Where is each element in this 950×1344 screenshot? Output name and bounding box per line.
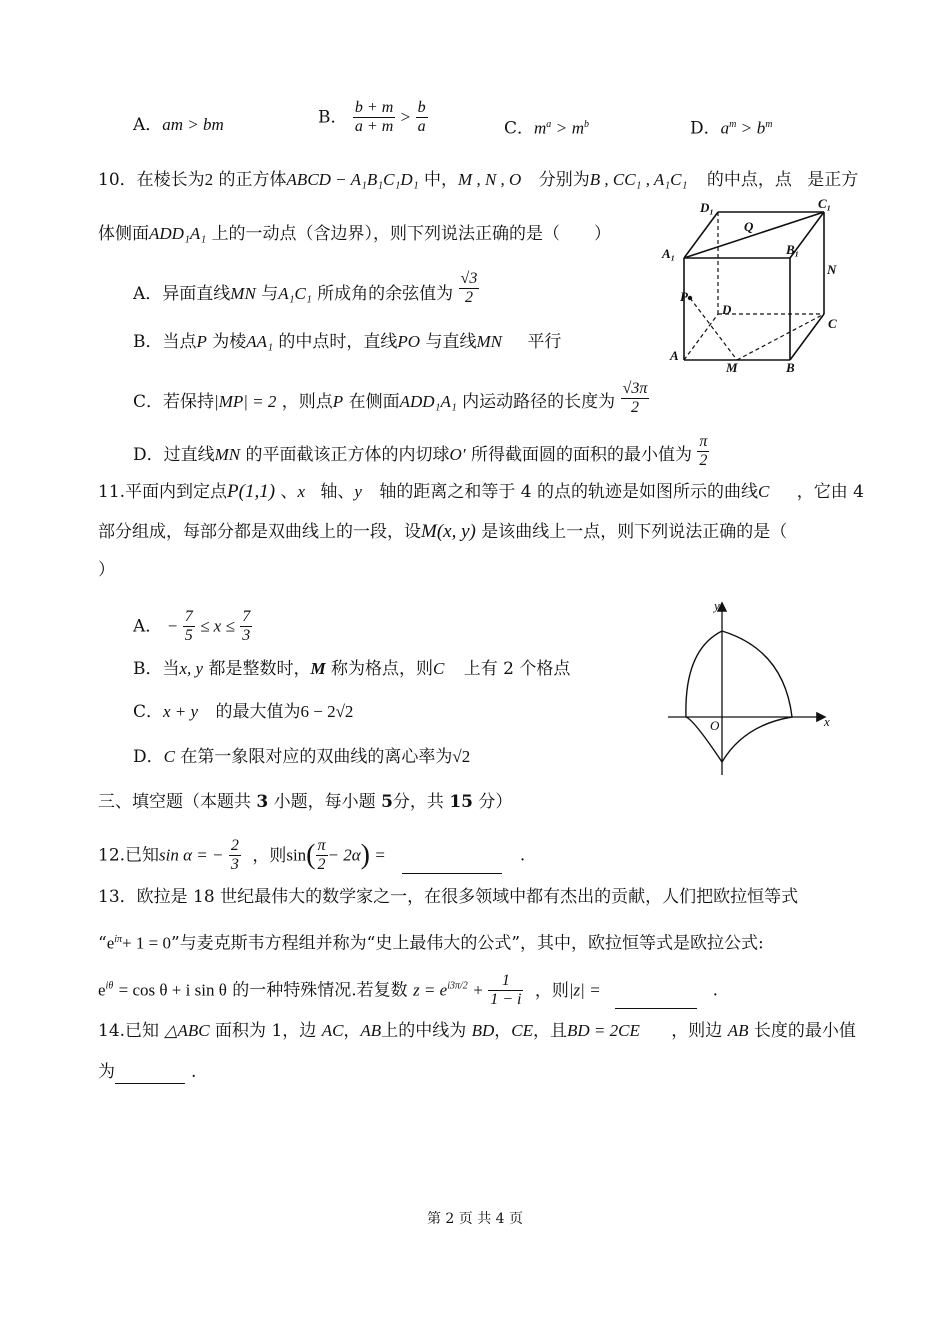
label-b: B — [786, 360, 795, 375]
label-y: y — [714, 600, 720, 613]
q11-option-d: D．C 在第一象限对应的双曲线的离心率为√2 — [133, 747, 471, 767]
q10-option-b: B．当点P 为棱AA₁ 的中点时，直线PO 与直线MN 平行 — [133, 332, 562, 352]
q13-line2: “$e^{i\pi}+ 1 = 0$”与麦克斯韦方程组并称为“史上最伟大的公式”，其中，欧拉恒等式是欧拉公式: — [98, 933, 764, 954]
q10-option-a: A．异面直线MN 与A₁C₁ 所成角的余弦值为 $\frac{√3}{2}$ — [133, 270, 478, 306]
q14-answer-blank[interactable] — [115, 1083, 185, 1084]
point-p — [688, 296, 692, 300]
label-origin: O — [710, 718, 720, 733]
q11-stem-line1: 11.平面内到定点P(1,1) 、x 轴、y 轴的距离之和等于 4 的点的轨迹是如图所示的曲线C ，它由 4 — [98, 481, 864, 502]
curve-c — [686, 631, 792, 762]
q9-option-b: B． $\frac{b + m}{a + m}$ > $\frac{b}{a}$ — [318, 99, 426, 135]
label-d1: D₁ — [700, 200, 714, 215]
label-q: Q — [744, 219, 754, 234]
q11-stem-line3: ） — [98, 560, 115, 580]
q14-line1: 14.已知 △ABC 面积为 1，边 AC，AB上的中线为 BD，CE，且BD = 2CE ，则边 AB 长度的最小值 — [98, 1021, 856, 1041]
label-c1: C₁ — [818, 198, 832, 211]
label-d: D — [722, 302, 732, 317]
q13-answer-blank[interactable] — [615, 1008, 697, 1009]
q10-stem-line2: 体侧面ADD₁A₁ 上的一动点（含边界），则下列说法正确的是（ ） — [98, 224, 612, 244]
q14-line2: 为 . — [98, 1062, 197, 1082]
label-a1: A₁ — [662, 246, 676, 261]
q9-option-a: A．am > bm — [133, 115, 224, 135]
cube-figure — [660, 198, 850, 380]
q10-option-d: D．过直线MN 的平面截该正方体的内切球O′ 所得截面圆的面积的最小值为 $\frac{\pi}{2}$ — [133, 433, 708, 469]
q12: 12.已知sin α = − $\frac{2}{3}$ ，则sin( $\frac{\pi}{2}$ − 2α) = . — [98, 837, 526, 873]
label-x: x — [824, 714, 830, 729]
page-footer: 第 2 页 共 4 页 — [426, 1211, 524, 1227]
label-m: M — [726, 360, 738, 375]
label-a: A — [670, 348, 679, 363]
label-p: P — [680, 289, 688, 304]
q9-option-d: D．$a^m > b^m$ — [690, 118, 773, 139]
q11-stem-line2: 部分组成，每部分都是双曲线上的一段，设M(x, y) 是该曲线上一点，则下列说法正确的是（ — [98, 521, 788, 542]
label-b1: B₁ — [786, 242, 800, 257]
q10-option-c: C．若保持|MP| = 2 ，则点P 在侧面ADD₁A₁ 内运动路径的长度为 $\frac{√3\pi}{2}$ — [133, 380, 648, 416]
curve-figure — [664, 600, 844, 778]
q9-option-c: C．$m^a > m^b$ — [504, 118, 589, 139]
q11-option-c: C．x + y 的最大值为6 − 2√2 — [133, 702, 354, 722]
q13-line3: $e^{i\theta} = \cos \theta + i$ sin θ 的一种特殊情况.若复数 $z = e^{i3\pi/2}$ + $\frac{1}{1 - i}$ ，则|z| = . — [98, 972, 719, 1008]
q12-answer-blank[interactable] — [402, 873, 502, 874]
section-3-heading: 三、填空题（本题共 3 小题，每小题 5分，共 15 分） — [98, 792, 513, 812]
q11-option-b: B．当x, y 都是整数时，M 称为格点，则C 上有 2 个格点 — [133, 659, 571, 679]
q11-option-a: A． − $\frac{7}{5}$ ≤ x ≤ $\frac{7}{3}$ — [133, 608, 251, 644]
q10-stem-line1: 10．在棱长为2 的正方体ABCD − A₁B₁C₁D₁ 中，M , N , O 分别为B , CC₁ , A₁C₁ 的中点，点 是正方 — [98, 170, 859, 190]
label-n: N — [827, 262, 837, 277]
q13-line1: 13．欧拉是 18 世纪最伟大的数学家之一，在很多领域中都有杰出的贡献，人们把欧拉恒等式 — [98, 887, 799, 907]
label-c: C — [828, 316, 837, 331]
